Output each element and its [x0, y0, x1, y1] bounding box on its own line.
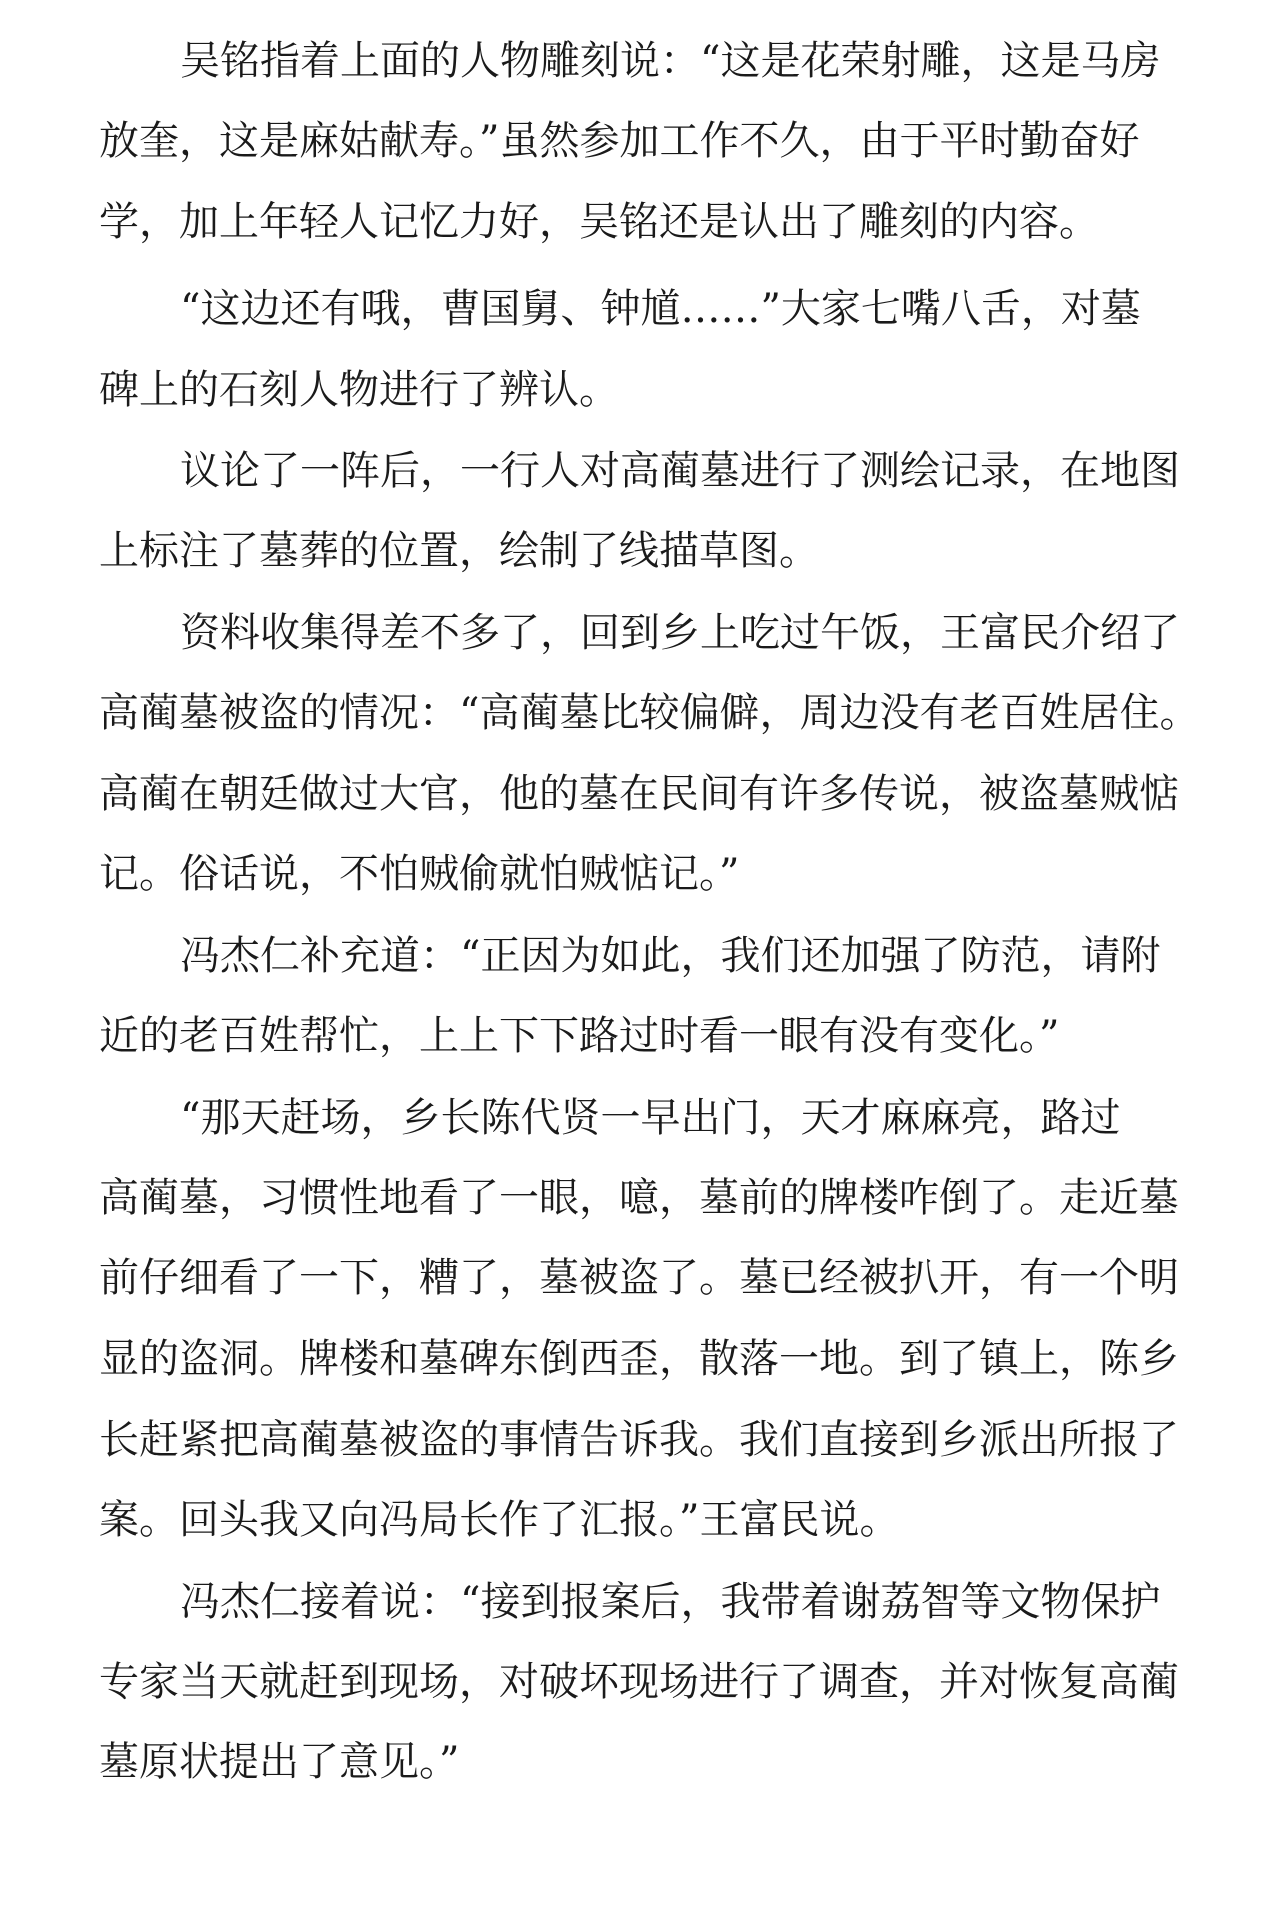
text-line: “这边还有哦，曹国舅、钟馗……”大家七嘴八舌，对墓	[180, 286, 1141, 332]
text-line: 碑上的石刻人物进行了辨认。	[99, 367, 619, 413]
text-line: 高蔺在朝廷做过大官，他的墓在民间有许多传说，被盗墓贼惦	[99, 771, 1179, 817]
text-line: 前仔细看了一下，糟了，墓被盗了。墓已经被扒开，有一个明	[99, 1255, 1179, 1301]
text-line: 资料收集得差不多了，回到乡上吃过午饭，王富民介绍了	[180, 610, 1180, 656]
text-line: 近的老百姓帮忙，上上下下路过时看一眼有没有变化。”	[99, 1013, 1060, 1059]
text-line: 墓原状提出了意见。”	[99, 1739, 460, 1785]
text-line: “那天赶场，乡长陈代贤一早出门，天才麻麻亮，路过	[180, 1095, 1121, 1141]
text-line: 放奎，这是麻姑献寿。”虽然参加工作不久，由于平时勤奋好	[99, 118, 1140, 164]
text-line: 上标注了墓葬的位置，绘制了线描草图。	[99, 528, 819, 574]
text-line: 冯杰仁接着说：“接到报案后，我带着谢荔智等文物保护	[180, 1579, 1161, 1625]
text-line: 长赶紧把高蔺墓被盗的事情告诉我。我们直接到乡派出所报了	[99, 1417, 1179, 1463]
text-line: 吴铭指着上面的人物雕刻说：“这是花荣射雕，这是马房	[180, 38, 1161, 84]
text-line: 高蔺墓被盗的情况：“高蔺墓比较偏僻，周边没有老百姓居住。	[99, 690, 1200, 736]
text-line: 议论了一阵后，一行人对高蔺墓进行了测绘记录，在地图	[180, 448, 1180, 494]
text-line: 记。俗话说，不怕贼偷就怕贼惦记。”	[99, 851, 740, 897]
text-line: 冯杰仁补充道：“正因为如此，我们还加强了防范，请附	[180, 933, 1161, 979]
text-line: 显的盗洞。牌楼和墓碑东倒西歪，散落一地。到了镇上，陈乡	[99, 1336, 1179, 1382]
text-line: 专家当天就赶到现场，对破坏现场进行了调查，并对恢复高蔺	[99, 1659, 1179, 1705]
text-line: 案。回头我又向冯局长作了汇报。”王富民说。	[99, 1497, 900, 1543]
text-line: 高蔺墓，习惯性地看了一眼，噫，墓前的牌楼咋倒了。走近墓	[99, 1175, 1179, 1221]
text-line: 学，加上年轻人记忆力好，吴铭还是认出了雕刻的内容。	[99, 199, 1099, 245]
